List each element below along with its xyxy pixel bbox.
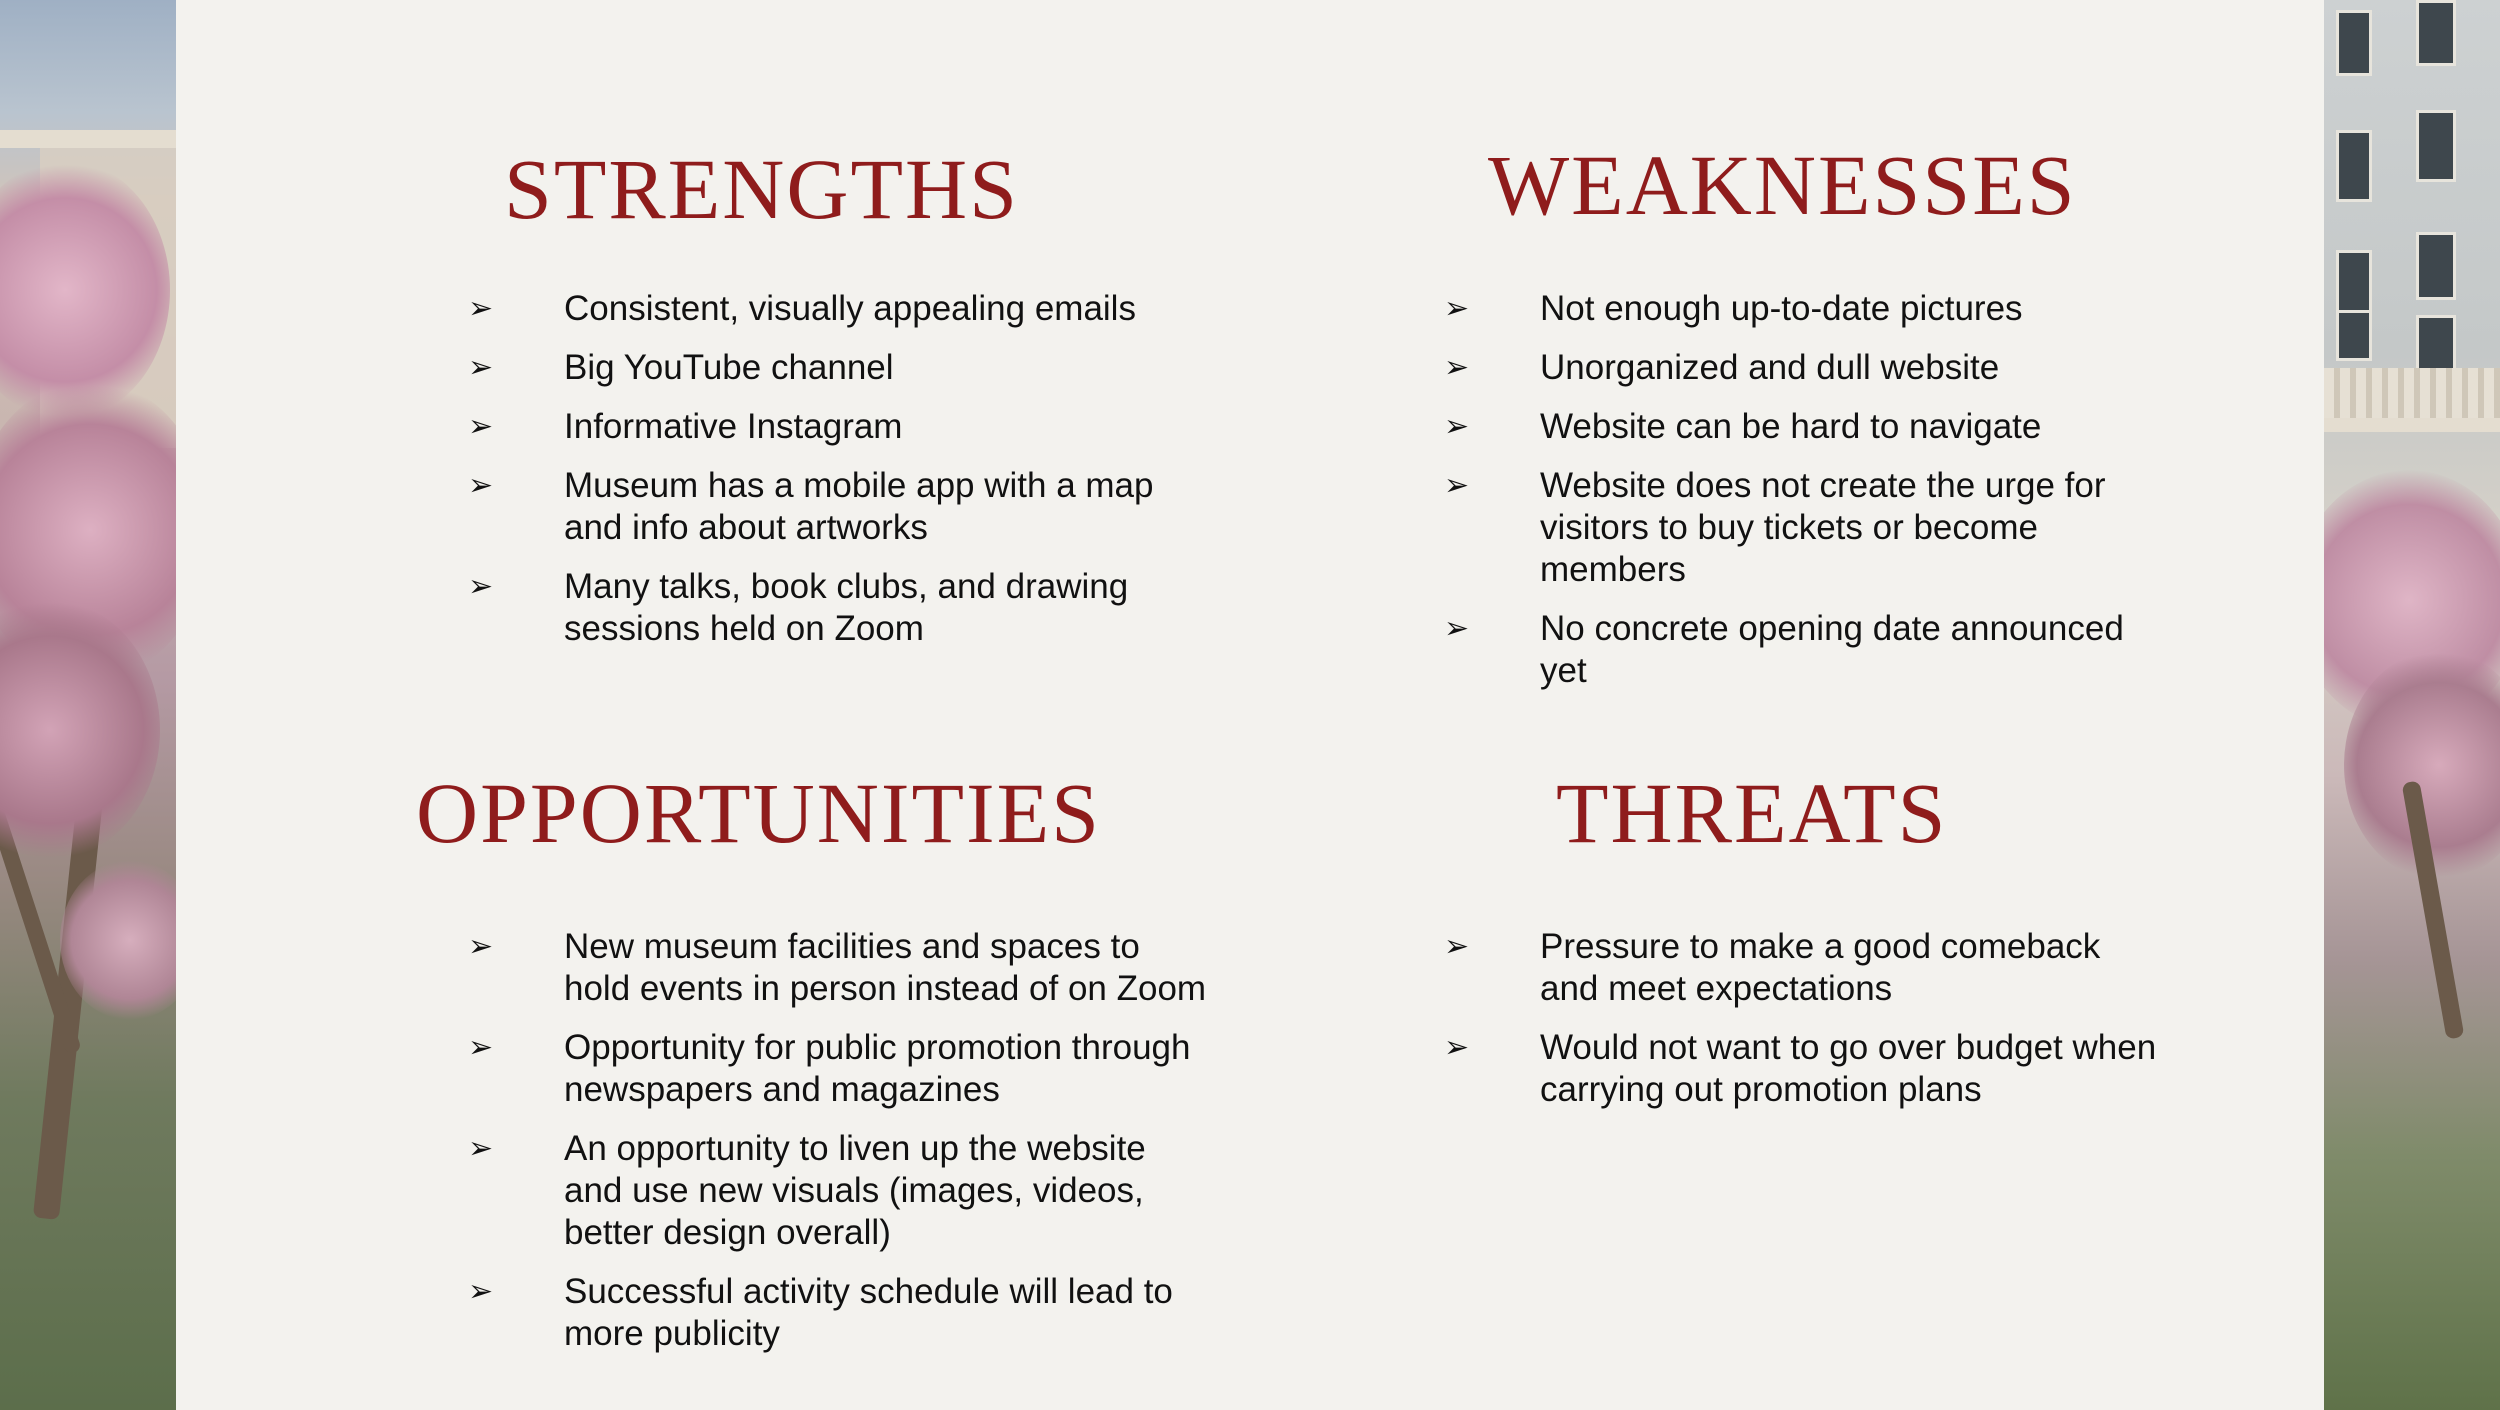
- list-item: [1444, 465, 2164, 591]
- list-item: [468, 347, 1208, 389]
- list-item-text: New museum facilities and spaces to hold events in person instead of on Zoom: [564, 927, 1207, 1008]
- building-balustrade: [2324, 368, 2500, 418]
- list-item: [468, 406, 1208, 448]
- list-item: [1444, 1027, 2164, 1111]
- building-window: [2336, 250, 2372, 316]
- background-photo-right: [2324, 0, 2500, 1410]
- bullet-arrow-icon: ➢: [468, 292, 494, 325]
- opportunities-list: [468, 926, 1208, 1372]
- building-window: [2416, 315, 2456, 371]
- list-item-text: No concrete opening date announced yet: [1540, 609, 2124, 690]
- list-item: [468, 1128, 1208, 1254]
- building-window: [2336, 130, 2372, 202]
- bullet-arrow-icon: ➢: [468, 410, 494, 443]
- list-item: [468, 288, 1208, 330]
- building-cornice: [0, 130, 176, 148]
- list-item: [468, 1027, 1208, 1111]
- weaknesses-heading: WEAKNESSES: [1488, 137, 2077, 233]
- bullet-arrow-icon: ➢: [1444, 1031, 1470, 1064]
- list-item-text: Not enough up-to-date pictures: [1540, 289, 2023, 328]
- list-item-text: Unorganized and dull website: [1540, 348, 2000, 387]
- list-item: [1444, 406, 2164, 448]
- bullet-arrow-icon: ➢: [468, 930, 494, 963]
- bullet-arrow-icon: ➢: [468, 351, 494, 384]
- list-item: [468, 465, 1208, 549]
- list-item-text: Pressure to make a good comeback and meet expectations: [1540, 927, 2101, 1008]
- bullet-arrow-icon: ➢: [468, 469, 494, 502]
- list-item-text: Museum has a mobile app with a map and info about artworks: [564, 466, 1154, 547]
- list-item-text: Many talks, book clubs, and drawing sessions held on Zoom: [564, 567, 1129, 648]
- bullet-arrow-icon: ➢: [1444, 930, 1470, 963]
- strengths-list: [468, 288, 1208, 667]
- list-item-text: An opportunity to liven up the website and use new visuals (images, videos, better design overall): [564, 1129, 1146, 1252]
- threats-list: [1444, 926, 2164, 1128]
- list-item-text: Would not want to go over budget when carrying out promotion plans: [1540, 1028, 2157, 1109]
- building-window: [2416, 110, 2456, 182]
- swot-panel: [176, 0, 2324, 1410]
- list-item-text: Successful activity schedule will lead to more publicity: [564, 1272, 1173, 1353]
- building-window: [2416, 0, 2456, 66]
- list-item-text: Consistent, visually appealing emails: [564, 289, 1136, 328]
- list-item: [1444, 926, 2164, 1010]
- bullet-arrow-icon: ➢: [1444, 351, 1470, 384]
- list-item: [468, 566, 1208, 650]
- building-cornice: [2324, 418, 2500, 432]
- building-window: [2416, 232, 2456, 300]
- list-item: [468, 1271, 1208, 1355]
- opportunities-heading: OPPORTUNITIES: [416, 765, 1101, 861]
- weaknesses-list: [1444, 288, 2164, 709]
- list-item-text: Informative Instagram: [564, 407, 903, 446]
- list-item: [468, 926, 1208, 1010]
- threats-heading: THREATS: [1556, 765, 1948, 861]
- bullet-arrow-icon: ➢: [468, 1031, 494, 1064]
- list-item-text: Big YouTube channel: [564, 348, 894, 387]
- bullet-arrow-icon: ➢: [1444, 410, 1470, 443]
- list-item: [1444, 608, 2164, 692]
- strengths-heading: STRENGTHS: [504, 141, 1019, 237]
- list-item-text: Opportunity for public promotion through newspapers and magazines: [564, 1028, 1191, 1109]
- list-item-text: Website can be hard to navigate: [1540, 407, 2042, 446]
- bullet-arrow-icon: ➢: [1444, 469, 1470, 502]
- bullet-arrow-icon: ➢: [468, 1275, 494, 1308]
- list-item: [1444, 347, 2164, 389]
- bullet-arrow-icon: ➢: [468, 570, 494, 603]
- bullet-arrow-icon: ➢: [468, 1132, 494, 1165]
- bullet-arrow-icon: ➢: [1444, 292, 1470, 325]
- building-window: [2336, 10, 2372, 76]
- building-window: [2336, 310, 2372, 361]
- bullet-arrow-icon: ➢: [1444, 612, 1470, 645]
- list-item-text: Website does not create the urge for visitors to buy tickets or become members: [1540, 466, 2106, 589]
- list-item: [1444, 288, 2164, 330]
- background-photo-left: [0, 0, 176, 1410]
